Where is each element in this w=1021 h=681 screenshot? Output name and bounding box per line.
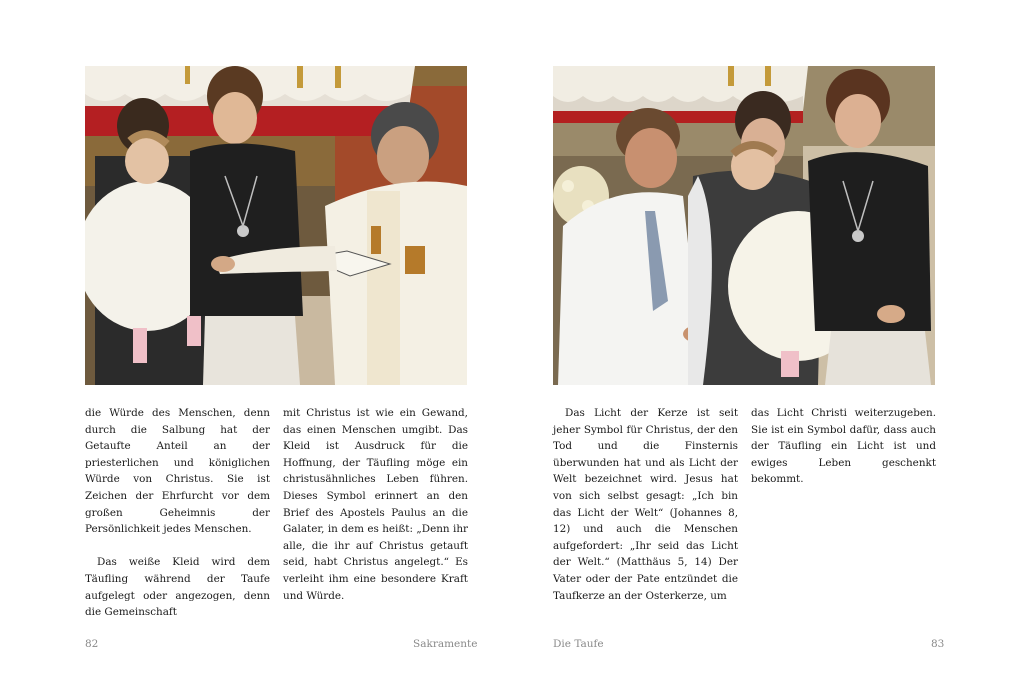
left-column-2: [283, 405, 468, 621]
page-number: 82: [85, 638, 99, 650]
baptism-photo-candle: [553, 66, 935, 385]
running-head: Sakramente: [413, 638, 478, 650]
paragraph: die Würde des Menschen, denn durch die Salbung hat der Getaufte Anteil an der priesterlichen und königlichen Würde von Christus. Sie ist Zeichen der Ehrfurcht vor dem großen Geheimnis der Persönlichkeit jedes Menschen.: [85, 407, 270, 536]
running-head: Die Taufe: [553, 638, 604, 650]
right-column-2: [751, 405, 936, 505]
baptism-photo-priest-blessing: [85, 66, 467, 385]
right-page: [510, 0, 1020, 681]
paragraph: mit Christus ist wie ein Gewand, das einen Menschen umgibt. Das Kleid ist Ausdruck für die Hoffnung, der Täufling möge ein christusähnliches Leben führen. Dieses Symbol erinnert an den Brief des Apostels Paulus an die Galater, in dem es heißt: „Denn ihr alle, die ihr auf Christus getauft seid, habt Christus angelegt.“ Es verleiht ihm eine besondere Kraft und Würde.: [283, 407, 468, 602]
left-column-1: [85, 405, 270, 637]
right-column-1: [553, 405, 738, 621]
paragraph: Das weiße Kleid wird dem Täufling während der Taufe aufgelegt oder angezogen, denn die Gemeinschaft: [85, 556, 270, 619]
paragraph: das Licht Christi weiterzugeben. Sie ist ein Symbol dafür, dass auch der Täufling ein Licht ist und ewiges Leben geschenkt bekommt.: [751, 407, 936, 486]
paragraph: Das Licht der Kerze ist seit jeher Symbol für Christus, der den Tod und die Finsternis überwunden hat und als Licht der Welt bezeichnet wird. Jesus hat von sich selbst gesagt: „Ich bin das Licht der Welt“ (Johannes 8, 12) und auch die Menschen aufgefordert: „Ihr seid das Licht der Welt.“ (Matthäus 5, 14) Der Vater oder der Pate entzündet die Taufkerze an der Osterkerze, um: [553, 407, 738, 602]
page-number: 83: [931, 638, 945, 650]
left-page: [0, 0, 510, 681]
photo-illustration: [553, 66, 935, 385]
photo-illustration: [85, 66, 467, 385]
